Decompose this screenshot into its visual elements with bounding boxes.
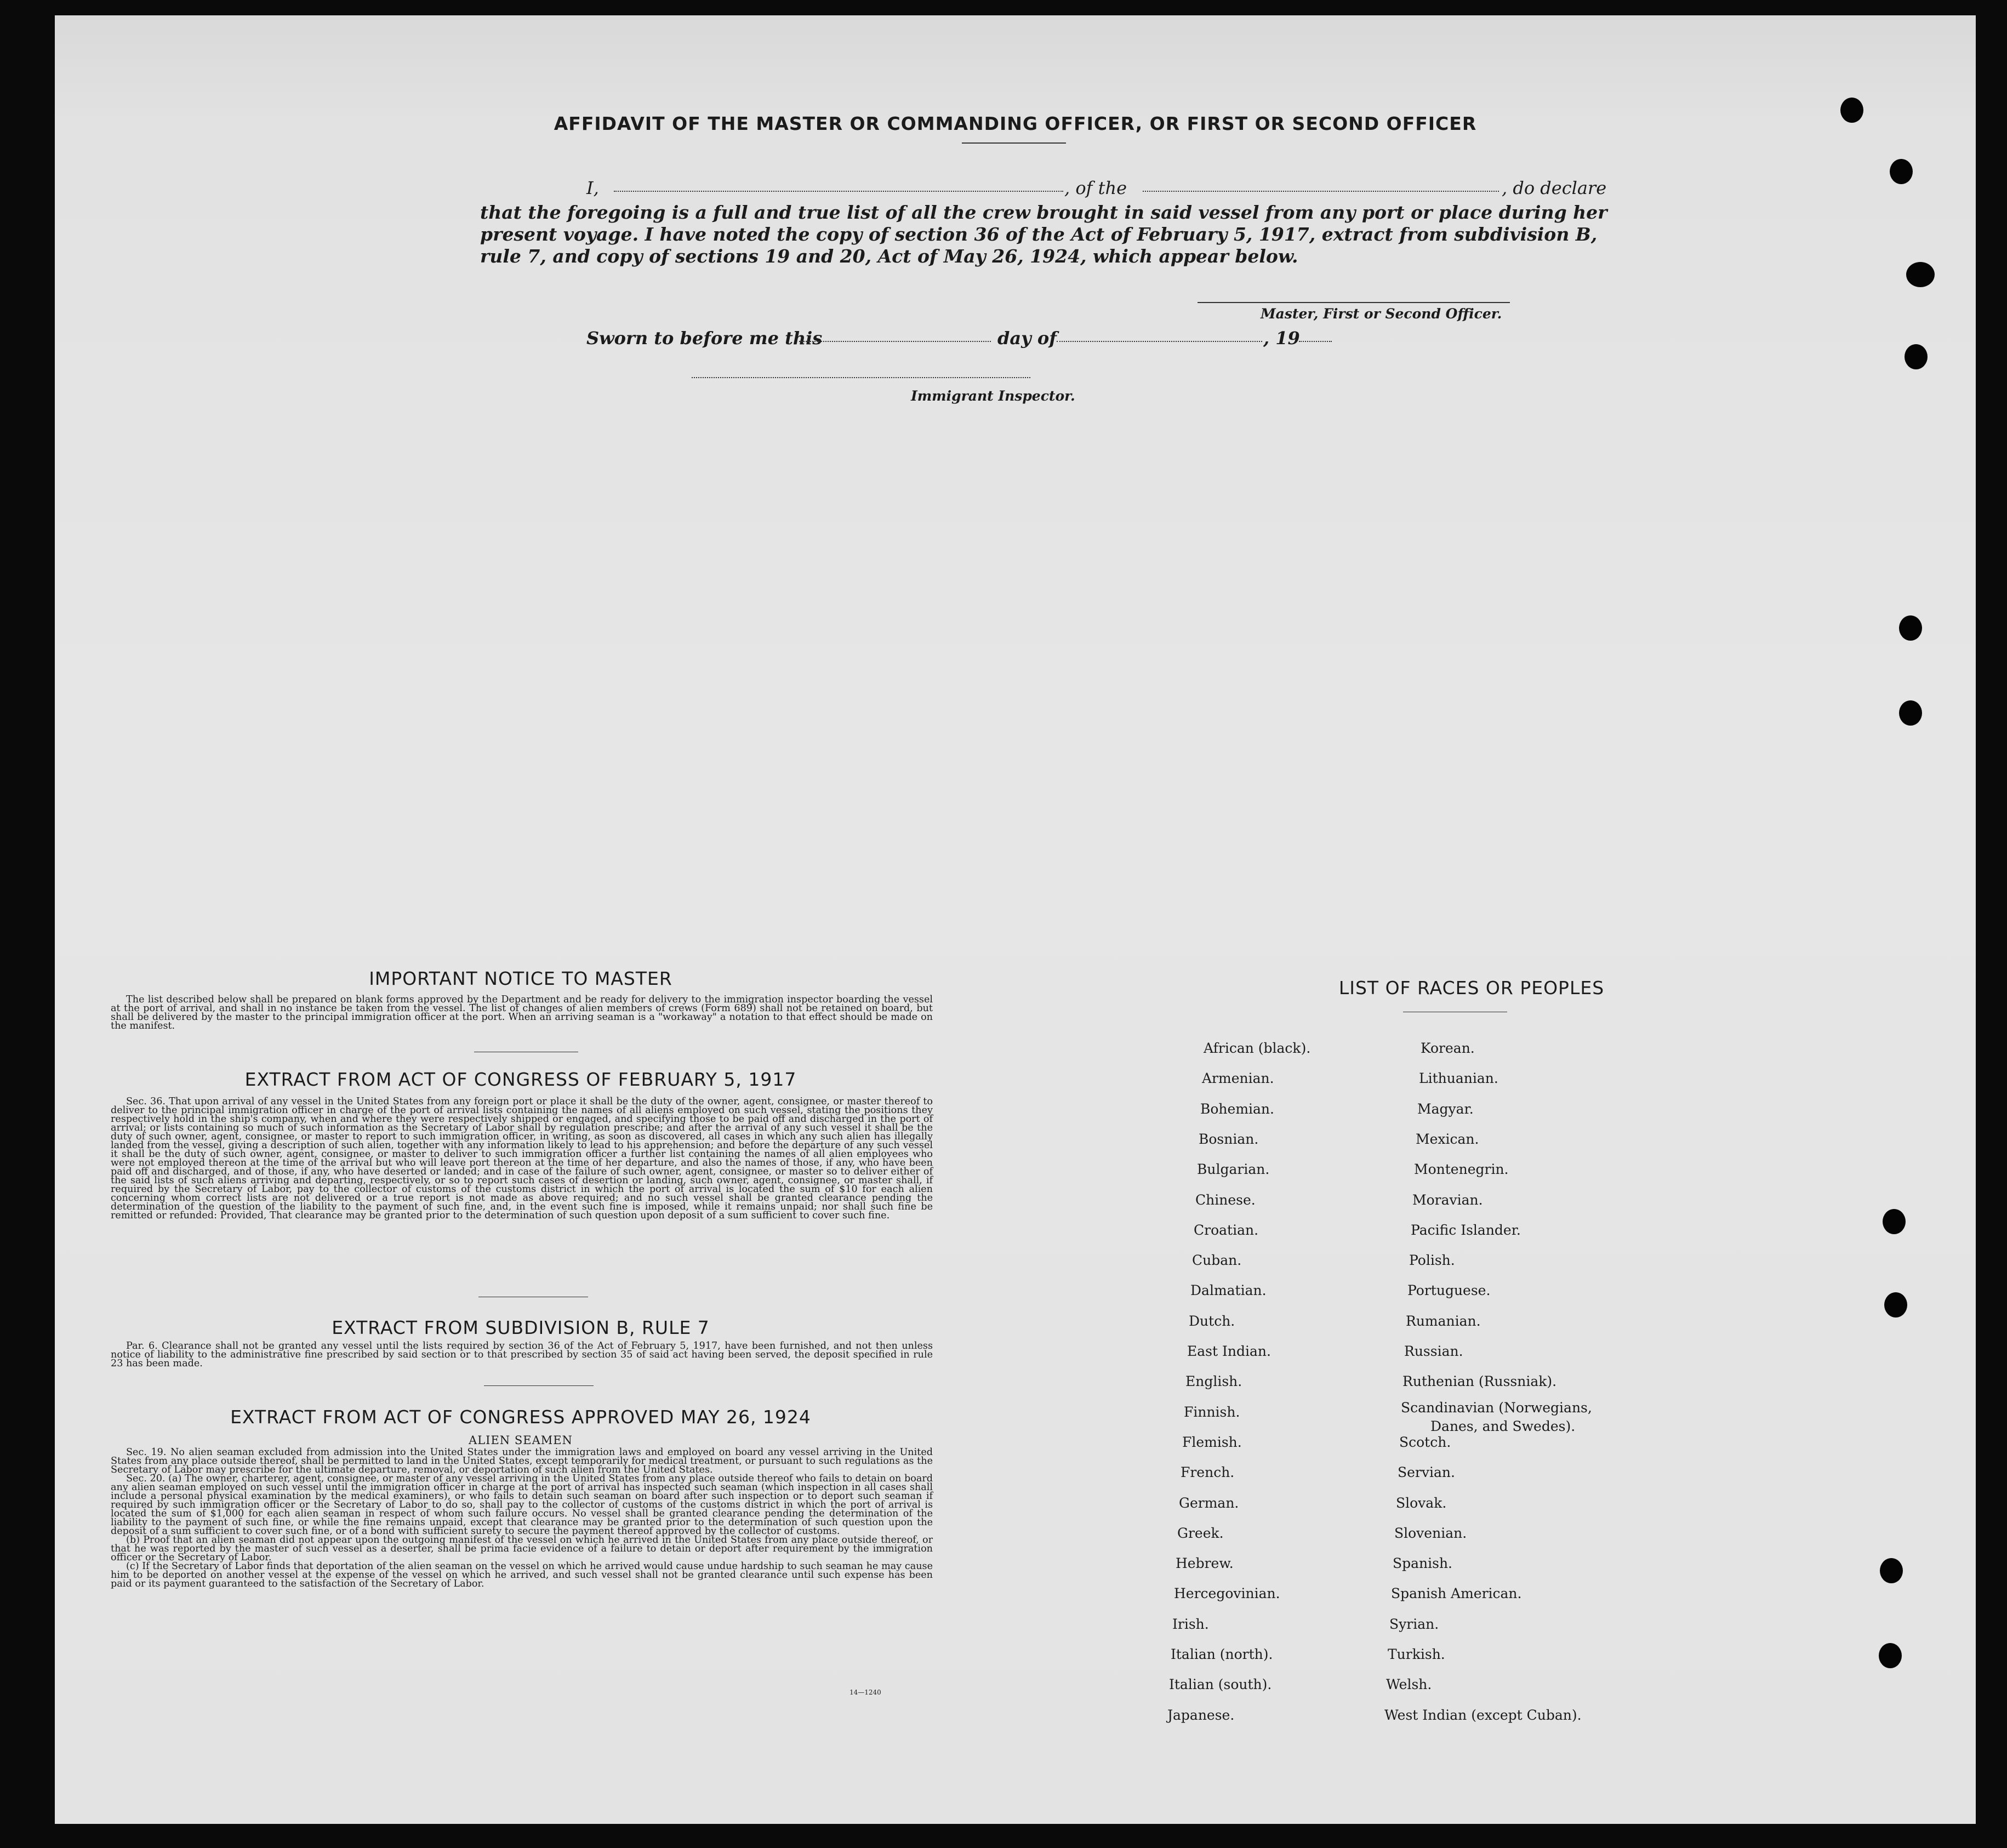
punch-hole [1884,1292,1907,1317]
race-item: Servian. [1398,1464,1455,1480]
race-item: German. [1179,1495,1239,1511]
sworn-label: Sworn to before me this [586,328,823,349]
race-item: East Indian. [1187,1343,1271,1359]
race-item: Italian (south). [1169,1676,1272,1692]
race-item: Bulgarian. [1197,1161,1270,1177]
race-item: Finnish. [1184,1404,1240,1420]
alien-seamen-subtitle: ALIEN SEAMEN [469,1434,573,1447]
rule-7-text [111,1342,933,1368]
race-item: Rumanian. [1406,1313,1481,1329]
punch-hole [1883,1209,1906,1234]
race-item: Cuban. [1192,1252,1242,1268]
race-item: Flemish. [1182,1434,1242,1450]
punch-hole [1906,262,1935,287]
race-item: Slovak. [1396,1495,1447,1511]
section-19-paragraph: Sec. 19. No alien seaman excluded from admission into the United States under the immigration laws and employed on board any vessel arriving in the United States from any place outside thereof, shall be permitted to land in the United States, except temporarily for medical treatment, or pursuant to such regulations as the Secretary of Labor may prescribe for the ultimate departure, removal, or deportation of such alien from the United States. [111,1447,933,1475]
race-item: Russian. [1404,1343,1463,1359]
affidavit-body: that the foregoing is a full and true list of all the crew brought in said vessel from any port or place during her present voyage. I have noted the copy of section 36 of the Act of February 5, 1917, extract from subdivision B, rule 7, and copy of sections 19 and 20, Act of May 26, 1924, which appear below. [480,202,1607,267]
punch-hole [1899,700,1922,726]
form-page [55,15,1976,1824]
punch-hole [1905,344,1928,369]
race-item: Polish. [1409,1252,1455,1268]
race-item: Irish. [1172,1616,1209,1632]
race-item: Danes, and Swedes). [1430,1418,1576,1434]
race-item: French. [1181,1464,1235,1480]
race-item: Italian (north). [1171,1646,1273,1662]
notice-title: IMPORTANT NOTICE TO MASTER [369,968,672,989]
race-item: Spanish. [1393,1555,1453,1571]
race-item: Korean. [1421,1040,1475,1056]
officer-name-field[interactable] [614,191,1063,192]
sworn-month-field[interactable] [1057,341,1262,342]
race-item: Chinese. [1195,1192,1256,1208]
punch-hole [1890,159,1913,184]
of-the-label: , of the [1064,178,1127,198]
race-item: Turkish. [1388,1646,1445,1662]
race-item: Syrian. [1389,1616,1439,1632]
race-item: Croatian. [1194,1222,1259,1238]
section-20b-paragraph: (b) Proof that an alien seaman did not appear upon the outgoing manifest of the vessel on which he arrived in the United States from any place outside thereof, or that he was reported by the master of such vessel as a deserter, shall be prima facie evidence of a failure to detain or deport after requirement by the immigration officer or the Secretary of Labor. [111,1535,933,1563]
race-item: West Indian (except Cuban). [1384,1707,1582,1723]
rule-7-title: EXTRACT FROM SUBDIVISION B, RULE 7 [332,1317,710,1338]
race-item: Montenegrin. [1414,1161,1509,1177]
i-label: I, [586,178,599,198]
rule-7-divider [484,1385,594,1386]
race-item: Welsh. [1386,1676,1432,1692]
notice-text [111,995,933,1030]
paragraph-6: Par. 6. Clearance shall not be granted any vessel until the lists required by section 36 of the Act of February 5, 1917, have been furnished, and not then unless notice of liability to the administrative fine prescribed by said section or to that prescribed by section 35 of said act having been served, the deposit specified in rule 23 has been made. [111,1341,933,1369]
master-signature-caption: Master, First or Second Officer. [1261,306,1502,322]
affidavit-title: AFFIDAVIT OF THE MASTER OR COMMANDING OFFICER, OR FIRST OR SECOND OFFICER [554,113,1477,134]
vessel-name-field[interactable] [1143,191,1499,192]
race-item: Ruthenian (Russniak). [1402,1373,1557,1389]
race-item: Bosnian. [1199,1131,1259,1147]
race-item: Armenian. [1202,1070,1274,1086]
punch-hole [1880,1558,1903,1583]
inspector-signature-line[interactable] [692,377,1030,378]
race-item: English. [1185,1373,1242,1389]
race-item: Greek. [1177,1525,1224,1541]
extract-1924-title: EXTRACT FROM ACT OF CONGRESS APPROVED MAY 26, 1924 [230,1406,811,1428]
race-item: African (black). [1204,1040,1311,1056]
title-divider [962,142,1066,144]
notice-paragraph: The list described below shall be prepared on blank forms approved by the Department and be ready for delivery to the immigration inspector boarding the vessel at the port of arrival, and shall in no instance be taken from the vessel. The list of changes of alien members of crews (Form 689) shall not be retained on board, but shall be delivered by the master to the principal immigration officer at the port. When an arriving seaman is a "workaway" a notation to that effect should be made on the manifest. [111,994,933,1031]
race-item: Scotch. [1399,1434,1451,1450]
section-20a-paragraph: Sec. 20. (a) The owner, charterer, agent, consignee, or master of any vessel arriving in the United States from any place outside thereof who fails to detain on board any alien seaman employed on such vessel until the immigration officer in charge at the port of arrival has inspected such seaman (which inspection in all cases shall include a personal physical examination by the medical examiners), or who fails to detain such seaman on board after such inspection or to deport such seaman if required by such immigration officer or the Secretary of Labor to do so, shall pay to the collector of customs of the customs district in which the port of arrival is located the sum of $1,000 for each alien seaman in respect of whom such failure occurs. No vessel shall be granted clearance pending the determination of the liability to the payment of such fine, or while the fine remains unpaid, except that clearance may be granted prior to the determination of such question upon the deposit of a sum sufficient to cover such fine, or of a bond with sufficient surety to secure the payment thereof approved by the collector of customs. [111,1473,933,1537]
year-label: , 19 [1263,328,1300,349]
race-item: Bohemian. [1200,1101,1274,1117]
race-item: Portuguese. [1407,1282,1491,1298]
race-item: Pacific Islander. [1411,1222,1521,1238]
section-36-paragraph: Sec. 36. That upon arrival of any vessel in the United States from any foreign port or place it shall be the duty of the owner, agent, consignee, or master thereof to deliver to the principal immigration officer in charge of the port of arrival lists containing the names of all aliens employed on such vessel, stating the positions they respectively hold in the ship's company, when and where they were respectively shipped or engaged, and specifying those to be paid off and discharged in the port of arrival; or lists containing so much of such information as the Secretary of Labor shall by regulation prescribe; and after the arrival of any such vessel it shall be the duty of such owner, agent, consignee, or master to report to such immigration officer, in writing, as soon as discovered, all cases in which any such alien has illegally landed from the vessel, giving a description of such alien, together with any information likely to lead to his apprehension; and before the departure of any such vessel it shall be the duty of such owner, agent, consignee, or master to deliver to such immigration officer a further list containing the names of all alien employees who were not employed thereon at the time of the arrival but who will leave port thereon at the time of her departure, and also the names of those, if any, who have been paid off and discharged, and of those, if any, who have deserted or landed; and in case of the failure of such owner, agent, consignee, or master so to deliver either of the said lists of such aliens arriving and departing, respectively, or so to report such cases of desertion or landing, such owner, agent, consignee, or master shall, if required by the Secretary of Labor, pay to the collector of customs of the customs district in which the port of arrival is located the sum of $10 for each alien concerning whom correct lists are not delivered or a true report is not made as above required; and no such vessel shall be granted clearance pending the determination of the question of the liability to the payment of such fine, and, in the event such fine is imposed, while it remains unpaid; nor shall such fine be remitted or refunded: Provided, That clearance may be granted prior to the determination of such question upon deposit of a sum sufficient to cover such fine. [111,1096,933,1221]
punch-hole [1899,615,1922,641]
race-item: Lithuanian. [1419,1070,1498,1086]
race-item: Hercegovinian. [1174,1585,1280,1601]
race-item: Moravian. [1412,1192,1483,1208]
section-20c-paragraph: (c) If the Secretary of Labor finds that deportation of the alien seaman on the vessel on which he arrived would cause undue hardship to such seaman he may cause him to be deported on another vessel at the expense of the vessel on which he arrived, and such vessel shall not be granted clearance until such expense has been paid or its payment guaranteed to the satisfaction of the Secretary of Labor. [111,1561,933,1589]
inspector-caption: Immigrant Inspector. [911,388,1075,404]
race-item: Magyar. [1417,1101,1474,1117]
extract-1924-text [111,1448,933,1588]
race-item: Dalmatian. [1190,1282,1267,1298]
race-item: Hebrew. [1176,1555,1234,1571]
race-item: Scandinavian (Norwegians, [1401,1400,1592,1416]
sworn-year-field[interactable] [1299,341,1332,342]
form-number: 14—1240 [849,1689,881,1696]
extract-1917-title: EXTRACT FROM ACT OF CONGRESS OF FEBRUARY 5, 1917 [244,1069,797,1090]
do-declare-label: , do declare [1502,178,1607,198]
race-item: Slovenian. [1394,1525,1467,1541]
sworn-day-field[interactable] [799,341,991,342]
race-item: Spanish American. [1391,1585,1522,1601]
race-item: Mexican. [1416,1131,1479,1147]
races-title: LIST OF RACES OR PEOPLES [1338,977,1605,999]
extract-1917-text [111,1097,933,1220]
master-signature-line[interactable] [1198,302,1510,303]
punch-hole [1879,1643,1902,1668]
race-item: Japanese. [1167,1707,1235,1723]
race-item: Dutch. [1189,1313,1235,1329]
day-of-label: day of [997,328,1057,349]
